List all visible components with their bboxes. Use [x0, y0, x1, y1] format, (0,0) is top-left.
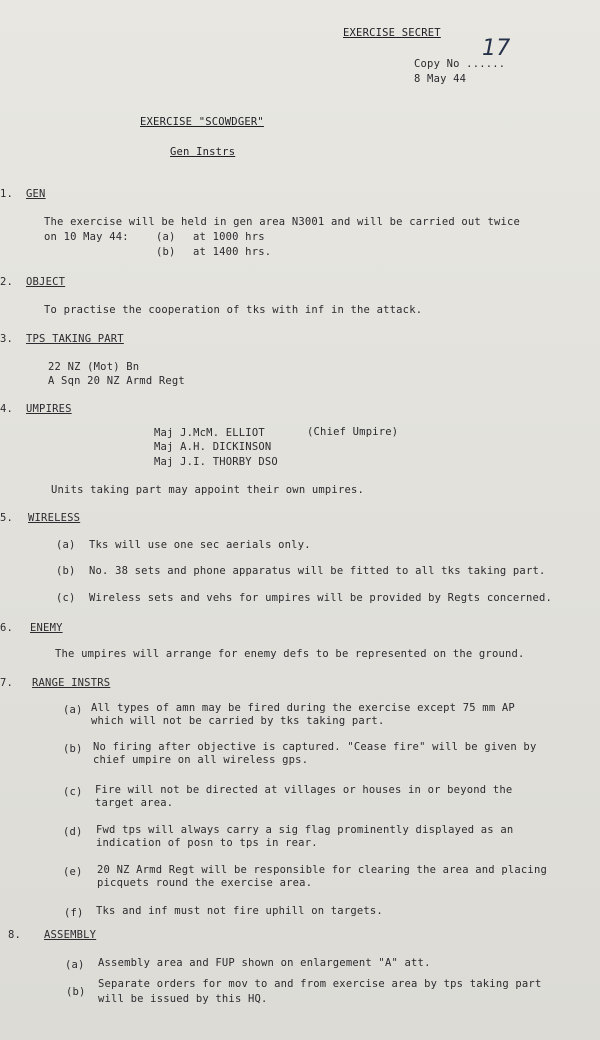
item-label: (c) — [56, 592, 76, 604]
range-item-line: picquets round the exercise area. — [97, 877, 313, 889]
range-item-line: indication of posn to tps in rear. — [96, 837, 318, 849]
gen-time-label: (a) — [156, 231, 176, 243]
section-heading-assembly: ASSEMBLY — [44, 929, 97, 941]
range-item-line: 20 NZ Armd Regt will be responsible for clearing the area and placing — [97, 864, 547, 876]
range-item-line: target area. — [95, 797, 174, 809]
range-item-line: which will not be carried by tks taking part. — [91, 715, 385, 727]
item-label: (b) — [56, 565, 76, 577]
section-number: 3. — [0, 333, 14, 345]
section-number: 7. — [0, 677, 14, 689]
item-label: (d) — [63, 826, 83, 838]
document-date: 8 May 44 — [414, 73, 467, 85]
section-heading-object: OBJECT — [26, 276, 66, 288]
section-number: 8. — [8, 929, 22, 941]
section-number: 4. — [0, 403, 14, 415]
wireless-item: Wireless sets and vehs for umpires will be provided by Regts concerned. — [89, 592, 553, 604]
assembly-item-line: Assembly area and FUP shown on enlargement "A" att. — [98, 957, 431, 969]
classification-marking: EXERCISE SECRET — [343, 27, 441, 39]
gen-time-text: at 1000 hrs — [193, 231, 265, 243]
section-heading-gen: GEN — [26, 188, 46, 200]
wireless-item: No. 38 sets and phone apparatus will be fitted to all tks taking part. — [89, 565, 546, 577]
range-item-line: chief umpire on all wireless gps. — [93, 754, 309, 766]
item-label: (a) — [56, 539, 76, 551]
section-heading-enemy: ENEMY — [30, 622, 63, 634]
item-label: (a) — [63, 704, 83, 716]
item-label: (e) — [63, 866, 83, 878]
assembly-item-line: Separate orders for mov to and from exercise area by tps taking part — [98, 978, 542, 990]
section-number: 5. — [0, 512, 14, 524]
item-label: (b) — [66, 986, 86, 998]
wireless-item: Tks will use one sec aerials only. — [89, 539, 311, 551]
umpire-name: Maj J.McM. ELLIOT — [154, 427, 265, 439]
umpire-name: Maj J.I. THORBY DSO — [154, 456, 278, 468]
section-heading-wireless: WIRELESS — [28, 512, 81, 524]
section-number: 6. — [0, 622, 14, 634]
range-item-line: Fire will not be directed at villages or houses in or beyond the — [95, 784, 513, 796]
object-text: To practise the cooperation of tks with inf in the attack. — [44, 304, 423, 316]
item-label: (b) — [63, 743, 83, 755]
range-item-line: Fwd tps will always carry a sig flag prominently displayed as an — [96, 824, 514, 836]
gen-line-1: The exercise will be held in gen area N3001 and will be carried out twice — [44, 216, 521, 228]
chief-umpire-note: (Chief Umpire) — [307, 426, 399, 438]
item-label: (c) — [63, 786, 83, 798]
item-label: (f) — [64, 907, 84, 919]
copy-number-label: Copy No ...... — [414, 58, 506, 70]
range-item-line: No firing after objective is captured. "Cease fire" will be given by — [93, 741, 537, 753]
umpire-name: Maj A.H. DICKINSON — [154, 441, 272, 453]
gen-time-label: (b) — [156, 246, 176, 258]
document-subtitle: Gen Instrs — [170, 146, 236, 158]
section-number: 2. — [0, 276, 14, 288]
range-item-line: All types of amn may be fired during the exercise except 75 mm AP — [91, 702, 515, 714]
section-heading-umpires: UMPIRES — [26, 403, 72, 415]
section-heading-tps: TPS TAKING PART — [26, 333, 124, 345]
assembly-item-line: will be issued by this HQ. — [98, 993, 268, 1005]
tps-unit: A Sqn 20 NZ Armd Regt — [48, 375, 185, 387]
gen-time-text: at 1400 hrs. — [193, 246, 272, 258]
section-number: 1. — [0, 188, 14, 200]
gen-line-2: on 10 May 44: — [44, 231, 129, 243]
section-heading-range: RANGE INSTRS — [32, 677, 111, 689]
tps-unit: 22 NZ (Mot) Bn — [48, 361, 140, 373]
range-item-line: Tks and inf must not fire uphill on targets. — [96, 905, 383, 917]
document-title: EXERCISE "SCOWDGER" — [140, 116, 264, 128]
copy-number-handwritten: 17 — [482, 36, 511, 61]
item-label: (a) — [65, 959, 85, 971]
enemy-text: The umpires will arrange for enemy defs to be represented on the ground. — [55, 648, 525, 660]
umpires-note: Units taking part may appoint their own umpires. — [51, 484, 365, 496]
